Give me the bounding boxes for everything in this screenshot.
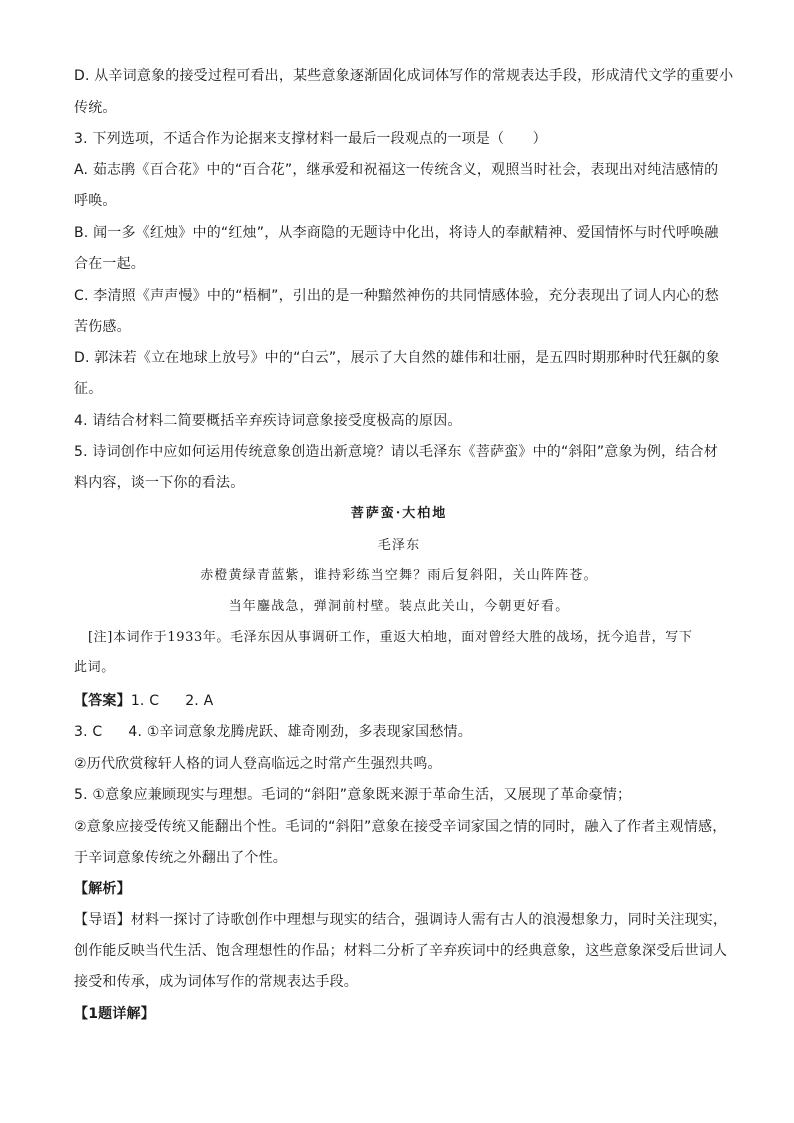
analysis-guide-line2: 创作能反映当代生活、饱含理想性的作品；材料二分析了辛弃疾词中的经典意象，这些意象深受后世词人: [74, 943, 728, 959]
analysis-label: 【解析】: [74, 881, 131, 897]
answer-row-1: [74, 691, 724, 711]
analysis-guide-line1: 【导语】材料一探讨了诗歌创作中理想与现实的结合，强调诗人需有古人的浪漫想象力，同时关注现实，: [74, 912, 728, 928]
answer-row-2: [74, 722, 724, 742]
q3-option-a-line1: A. 茹志鹃《百合花》中的“百合花”，继承爱和祝福这一传统含义，观照当时社会，表现出对纯洁感情的: [74, 162, 719, 178]
poem-title: 菩萨蛮·大柏地: [350, 506, 448, 521]
answer-5-line2: ②意象应接受传统又能翻出个性。毛词的“斜阳”意象在接受辛词家国之情的同时，融入了作者主观情感，: [74, 819, 727, 835]
analysis-q1-label: 【1题详解】: [74, 1006, 155, 1022]
q4-stem: 4. 请结合材料二简要概括辛弃疾诗词意象接受度极高的原因。: [74, 413, 462, 429]
q2-option-d-line1: D. 从辛词意象的接受过程可看出，某些意象逐渐固化成词体写作的常规表达手段，形成清代文学的重要小: [74, 68, 734, 84]
answer-5-line1: 5. ①意象应兼顾现实与理想。毛词的“斜阳”意象既来源于革命生活，又展现了革命豪情；: [74, 787, 632, 803]
q3-option-d-line2: 征。: [74, 381, 103, 397]
analysis-guide-line3: 接受和传承，成为词体写作的常规表达手段。: [74, 974, 358, 990]
q3-option-c-line1: C. 李清照《声声慢》中的“梧桐”，引出的是一种黯然神伤的共同情感体验，充分表现出了词人内心的愁: [74, 288, 719, 304]
poem-line2: 当年鏖战急，弹洞前村壁。装点此关山，今朝更好看。: [228, 599, 570, 614]
q3-option-b-line1: B. 闻一多《红烛》中的“红烛”，从李商隐的无题诗中化出，将诗人的奉献精神、爱国情怀与时代呼唤融: [74, 225, 719, 241]
answer-4-line1: 4. ①辛词意象龙腾虎跃、雄奇刚劲，多表现家国愁情。: [128, 724, 472, 740]
answer-label: 【答案】: [74, 693, 131, 709]
q3-option-c-line2: 苦伤感。: [74, 319, 131, 335]
poem-note-line1: [注]本词作于1933年。毛泽东因从事调研工作，重返大柏地，面对曾经大胜的战场，抚今追昔，写下: [88, 630, 693, 645]
q5-stem-line1: 5. 诗词创作中应如何运用传统意象创造出新意境？请以毛泽东《菩萨蛮》中的“斜阳”意象为例，结合材: [74, 444, 718, 460]
answer-4-line2: ②历代欣赏稼轩人格的词人登高临远之时常产生强烈共鸣。: [74, 756, 442, 772]
poem-note-line2: 此词。: [74, 660, 115, 675]
answer-5-line3: 于辛词意象传统之外翻出了个性。: [74, 850, 287, 866]
q3-stem: 3. 下列选项，不适合作为论据来支撑材料一最后一段观点的一项是（ ）: [74, 131, 547, 147]
answer-2: 2. A: [185, 693, 214, 709]
answer-1: 1. C: [130, 693, 160, 709]
q3-option-d-line1: D. 郭沫若《立在地球上放号》中的“白云”，展示了大自然的雄伟和壮丽，是五四时期那种时代狂飙的象: [74, 350, 720, 366]
q5-stem-line2: 料内容，谈一下你的看法。: [74, 475, 245, 491]
poem-line1: 赤橙黄绿青蓝紫，谁持彩练当空舞？雨后复斜阳，关山阵阵苍。: [200, 568, 598, 583]
answer-3: 3. C: [74, 724, 103, 740]
q2-option-d-line2: 传统。: [74, 100, 117, 116]
q3-option-b-line2: 合在一起。: [74, 256, 145, 272]
poem-author: 毛泽东: [377, 538, 421, 553]
q3-option-a-line2: 呼唤。: [74, 193, 117, 209]
